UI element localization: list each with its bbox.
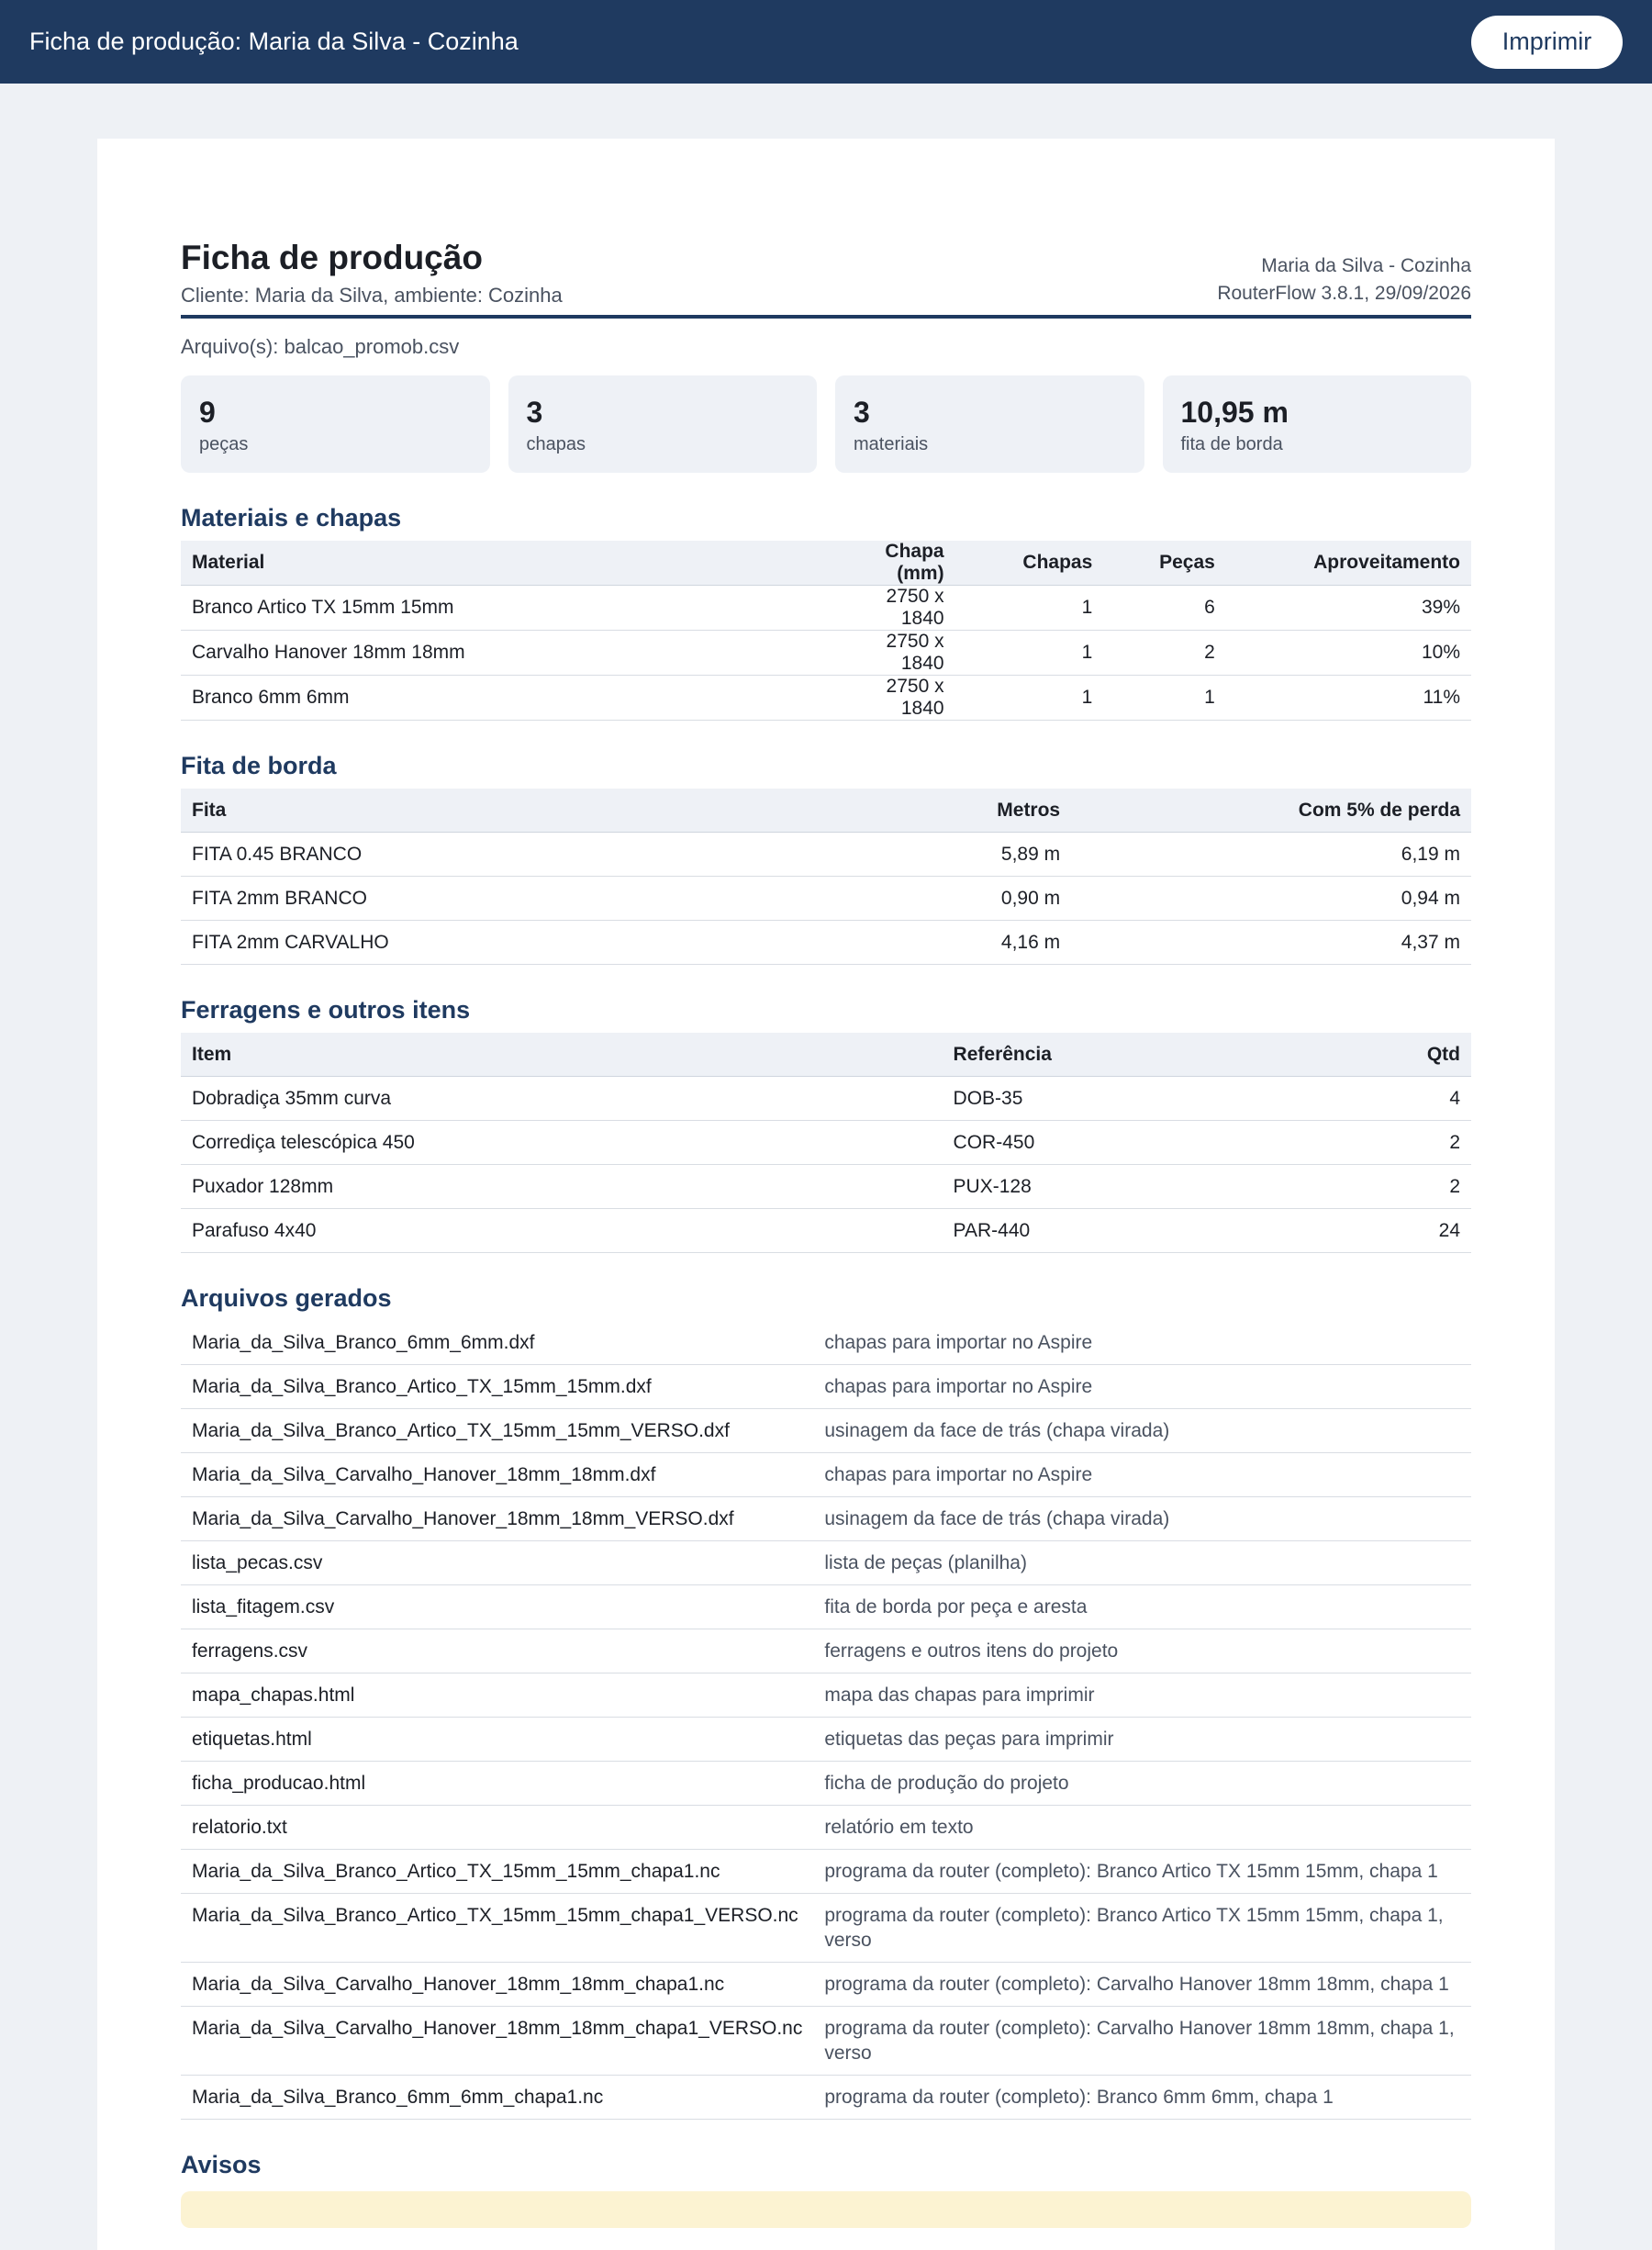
- file-description: programa da router (completo): Branco Artico TX 15mm 15mm, chapa 1, verso: [813, 1894, 1471, 1963]
- file-row: [181, 1806, 1471, 1850]
- document-header: [181, 225, 1471, 308]
- stat-value: 10,95 m: [1180, 396, 1289, 429]
- table-row: [181, 1121, 1471, 1165]
- column-header: Chapas: [955, 541, 1104, 586]
- table-row: [181, 1165, 1471, 1209]
- file-description: mapa das chapas para imprimir: [813, 1674, 1471, 1718]
- table-row: [181, 877, 1471, 921]
- file-description: chapas para importar no Aspire: [813, 1453, 1471, 1497]
- table-cell: Branco Artico TX 15mm 15mm: [181, 586, 839, 631]
- file-description: programa da router (completo): Carvalho Hanover 18mm 18mm, chapa 1, verso: [813, 2007, 1471, 2076]
- source-files: Arquivo(s): balcao_promob.csv: [181, 335, 460, 358]
- table-cell: 4,37 m: [1071, 921, 1471, 965]
- file-description: programa da router (completo): Branco Artico TX 15mm 15mm, chapa 1: [813, 1850, 1471, 1894]
- file-description: programa da router (completo): Branco 6mm 6mm, chapa 1: [813, 2076, 1471, 2120]
- document-meta: [1217, 252, 1471, 308]
- table-cell: 4,16 m: [968, 921, 1071, 965]
- file-row: [181, 2007, 1471, 2076]
- table-row: [181, 1077, 1471, 1121]
- file-description: ferragens e outros itens do projeto: [813, 1629, 1471, 1674]
- table-cell: DOB-35: [943, 1077, 1368, 1121]
- column-header: Referência: [943, 1033, 1368, 1077]
- file-name: Maria_da_Silva_Branco_Artico_TX_15mm_15mm_VERSO.dxf: [181, 1409, 813, 1453]
- generated-files-table: [181, 1321, 1471, 2120]
- table-cell: 2750 x 1840: [839, 631, 955, 676]
- file-description: ficha de produção do projeto: [813, 1762, 1471, 1806]
- column-header: Fita: [181, 789, 968, 833]
- file-name: Maria_da_Silva_Carvalho_Hanover_18mm_18mm_chapa1_VERSO.nc: [181, 2007, 813, 2076]
- table-cell: 1: [955, 631, 1104, 676]
- table-cell: 2750 x 1840: [839, 586, 955, 631]
- header-divider: [181, 315, 1471, 319]
- file-description: fita de borda por peça e aresta: [813, 1585, 1471, 1629]
- section-title-hardware: Ferragens e outros itens: [181, 996, 471, 1024]
- client-subtitle: Cliente: Maria da Silva, ambiente: Cozinha: [181, 284, 563, 307]
- table-cell: PAR-440: [943, 1209, 1368, 1253]
- stat-card-pieces: [181, 375, 490, 473]
- section-title-edge-tape: Fita de borda: [181, 752, 337, 779]
- file-name: lista_fitagem.csv: [181, 1585, 813, 1629]
- edge-tape-table: [181, 789, 1471, 965]
- stat-card-sheets: [508, 375, 818, 473]
- table-cell: Corrediça telescópica 450: [181, 1121, 943, 1165]
- table-cell: FITA 0.45 BRANCO: [181, 833, 968, 877]
- table-cell: Branco 6mm 6mm: [181, 676, 839, 721]
- column-header: Com 5% de perda: [1071, 789, 1471, 833]
- hardware-table: [181, 1033, 1471, 1253]
- section-title-generated-files: Arquivos gerados: [181, 1284, 392, 1312]
- table-cell: 6: [1103, 586, 1226, 631]
- file-row: [181, 1541, 1471, 1585]
- file-row: [181, 1894, 1471, 1963]
- table-cell: COR-450: [943, 1121, 1368, 1165]
- file-name: lista_pecas.csv: [181, 1541, 813, 1585]
- section-title-warnings: Avisos: [181, 2151, 262, 2178]
- file-name: Maria_da_Silva_Carvalho_Hanover_18mm_18mm_chapa1.nc: [181, 1963, 813, 2007]
- table-cell: 1: [955, 676, 1104, 721]
- file-row: [181, 1674, 1471, 1718]
- table-row: [181, 631, 1471, 676]
- table-cell: 4: [1368, 1077, 1471, 1121]
- table-cell: 2: [1368, 1121, 1471, 1165]
- file-row: [181, 1762, 1471, 1806]
- column-header: Metros: [968, 789, 1071, 833]
- table-cell: Puxador 128mm: [181, 1165, 943, 1209]
- production-sheet: [97, 139, 1555, 2250]
- file-description: relatório em texto: [813, 1806, 1471, 1850]
- file-description: usinagem da face de trás (chapa virada): [813, 1409, 1471, 1453]
- file-name: Maria_da_Silva_Carvalho_Hanover_18mm_18mm.dxf: [181, 1453, 813, 1497]
- file-row: [181, 2076, 1471, 2120]
- file-row: [181, 1850, 1471, 1894]
- materials-table: [181, 541, 1471, 721]
- table-cell: 2: [1103, 631, 1226, 676]
- file-name: etiquetas.html: [181, 1718, 813, 1762]
- file-row: [181, 1629, 1471, 1674]
- table-cell: Dobradiça 35mm curva: [181, 1077, 943, 1121]
- file-row: [181, 1585, 1471, 1629]
- file-name: Maria_da_Silva_Branco_6mm_6mm.dxf: [181, 1321, 813, 1365]
- table-cell: 0,90 m: [968, 877, 1071, 921]
- table-row: [181, 676, 1471, 721]
- file-description: chapas para importar no Aspire: [813, 1365, 1471, 1409]
- top-bar: [0, 0, 1652, 84]
- stat-label: materiais: [854, 434, 929, 454]
- file-row: [181, 1365, 1471, 1409]
- stat-label: fita de borda: [1180, 434, 1283, 454]
- stat-label: peças: [199, 434, 249, 454]
- table-row: [181, 586, 1471, 631]
- table-cell: PUX-128: [943, 1165, 1368, 1209]
- file-name: ferragens.csv: [181, 1629, 813, 1674]
- table-cell: FITA 2mm BRANCO: [181, 877, 968, 921]
- file-name: Maria_da_Silva_Branco_6mm_6mm_chapa1.nc: [181, 2076, 813, 2120]
- column-header: Item: [181, 1033, 943, 1077]
- file-row: [181, 1321, 1471, 1365]
- table-cell: 5,89 m: [968, 833, 1071, 877]
- file-name: Maria_da_Silva_Branco_Artico_TX_15mm_15mm_chapa1.nc: [181, 1850, 813, 1894]
- table-cell: 10%: [1226, 631, 1471, 676]
- stat-value: 3: [854, 396, 870, 429]
- file-row: [181, 1453, 1471, 1497]
- column-header: Qtd: [1368, 1033, 1471, 1077]
- stat-card-materials: [835, 375, 1144, 473]
- file-name: Maria_da_Silva_Branco_Artico_TX_15mm_15mm.dxf: [181, 1365, 813, 1409]
- stat-value: 9: [199, 396, 216, 429]
- file-row: [181, 1718, 1471, 1762]
- file-row: [181, 1497, 1471, 1541]
- table-cell: Parafuso 4x40: [181, 1209, 943, 1253]
- file-description: usinagem da face de trás (chapa virada): [813, 1497, 1471, 1541]
- stat-value: 3: [526, 396, 543, 429]
- column-header: Peças: [1103, 541, 1226, 586]
- file-name: relatorio.txt: [181, 1806, 813, 1850]
- table-cell: 6,19 m: [1071, 833, 1471, 877]
- column-header: Material: [181, 541, 839, 586]
- table-row: [181, 921, 1471, 965]
- page-title: Ficha de produção: [181, 239, 483, 276]
- table-cell: 2: [1368, 1165, 1471, 1209]
- table-cell: FITA 2mm CARVALHO: [181, 921, 968, 965]
- stat-card-edge-tape: [1163, 375, 1472, 473]
- table-cell: 0,94 m: [1071, 877, 1471, 921]
- table-cell: 24: [1368, 1209, 1471, 1253]
- column-header: Aproveitamento: [1226, 541, 1471, 586]
- table-row: [181, 833, 1471, 877]
- print-button[interactable]: Imprimir: [1471, 16, 1623, 69]
- table-cell: 39%: [1226, 586, 1471, 631]
- table-cell: 1: [955, 586, 1104, 631]
- file-name: Maria_da_Silva_Carvalho_Hanover_18mm_18mm_VERSO.dxf: [181, 1497, 813, 1541]
- window-title: Ficha de produção: Maria da Silva - Cozinha: [29, 28, 519, 55]
- meta-version: RouterFlow 3.8.1, 29/09/2026: [1217, 283, 1471, 304]
- summary-stats: [181, 375, 1471, 473]
- table-cell: 11%: [1226, 676, 1471, 721]
- section-title-materials: Materiais e chapas: [181, 504, 402, 532]
- file-description: lista de peças (planilha): [813, 1541, 1471, 1585]
- file-name: mapa_chapas.html: [181, 1674, 813, 1718]
- warning-box: [181, 2191, 1471, 2228]
- file-name: Maria_da_Silva_Branco_Artico_TX_15mm_15mm_chapa1_VERSO.nc: [181, 1894, 813, 1963]
- meta-project: Maria da Silva - Cozinha: [1261, 255, 1471, 276]
- file-row: [181, 1963, 1471, 2007]
- table-cell: 1: [1103, 676, 1226, 721]
- file-description: etiquetas das peças para imprimir: [813, 1718, 1471, 1762]
- file-description: chapas para importar no Aspire: [813, 1321, 1471, 1365]
- table-row: [181, 1209, 1471, 1253]
- table-cell: 2750 x 1840: [839, 676, 955, 721]
- file-description: programa da router (completo): Carvalho Hanover 18mm 18mm, chapa 1: [813, 1963, 1471, 2007]
- column-header: Chapa (mm): [839, 541, 955, 586]
- stat-label: chapas: [526, 434, 586, 454]
- file-row: [181, 1409, 1471, 1453]
- table-cell: Carvalho Hanover 18mm 18mm: [181, 631, 839, 676]
- file-name: ficha_producao.html: [181, 1762, 813, 1806]
